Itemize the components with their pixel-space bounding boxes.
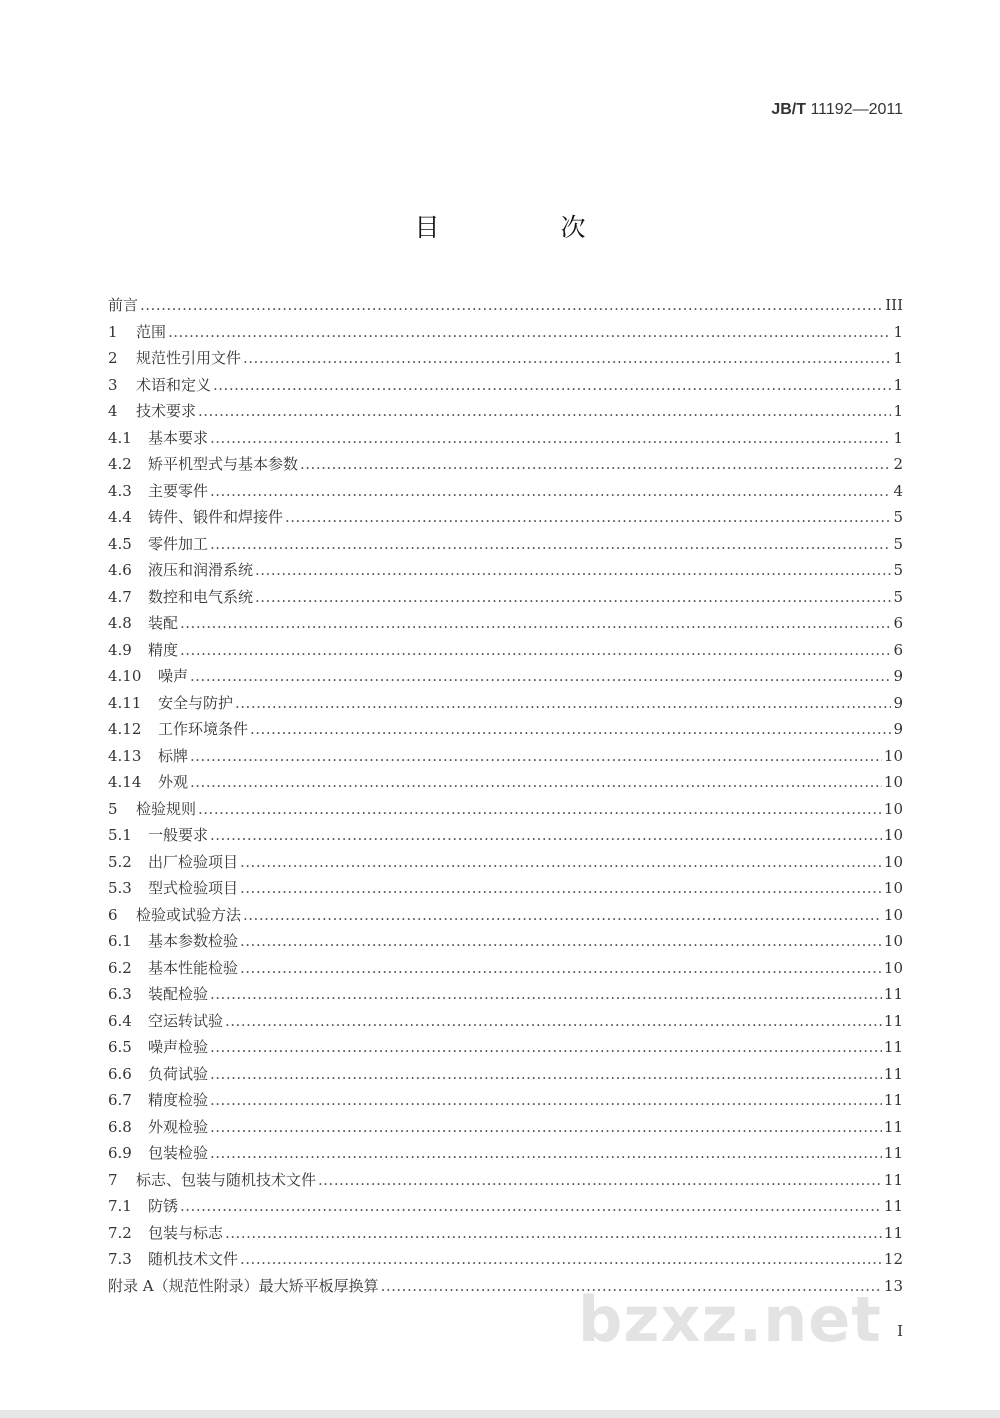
toc-entry[interactable] (108, 531, 903, 558)
toc-entry-number: 5 (108, 799, 118, 818)
toc-entry-title: 空运转试验 (148, 1011, 224, 1030)
toc-entry[interactable] (108, 902, 903, 929)
toc-entry-title: 检验规则 (136, 799, 197, 818)
toc-entry-title: 装配 (148, 614, 179, 632)
toc-entry-number: 4.11 (108, 693, 142, 712)
toc-entry-page: 10 (883, 826, 903, 844)
toc-dot-leader (180, 637, 891, 664)
toc-dot-leader (210, 1140, 882, 1167)
toc-entry-title: 检验或试验方法 (136, 905, 242, 924)
toc-dot-leader (210, 1114, 882, 1141)
toc-dot-leader (168, 319, 891, 346)
page-title: 目 次 (414, 213, 634, 242)
toc-entry-title: 标志、包装与随机技术文件 (136, 1170, 317, 1189)
toc-entry[interactable] (108, 610, 903, 637)
toc-entry[interactable] (108, 557, 903, 584)
toc-entry-number: 7.1 (108, 1197, 132, 1215)
toc-entry-number: 2 (108, 349, 118, 367)
toc-dot-leader (210, 1061, 882, 1088)
toc-dot-leader (240, 928, 882, 955)
toc-entry-page: 5 (893, 534, 903, 553)
toc-dot-leader (210, 478, 891, 505)
toc-entry-title: 矫平机型式与基本参数 (148, 455, 299, 473)
toc-entry-number: 6.3 (108, 985, 132, 1003)
toc-entry[interactable] (108, 1087, 903, 1114)
toc-entry-title: 范围 (136, 322, 167, 341)
toc-entry-title: 附录 A（规范性附录）最大矫平板厚换算 (108, 1276, 379, 1295)
toc-entry-number: 4.13 (108, 746, 142, 765)
toc-entry-page: 9 (893, 720, 903, 738)
toc-entry[interactable] (108, 1220, 903, 1247)
toc-entry-title: 防锈 (148, 1197, 179, 1215)
toc-entry-title: 数控和电气系统 (148, 587, 254, 606)
toc-entry-number: 3 (108, 375, 118, 394)
toc-dot-leader (198, 796, 882, 823)
toc-dot-leader (240, 1246, 882, 1273)
toc-entry[interactable] (108, 1246, 903, 1273)
toc-dot-leader (198, 398, 891, 425)
toc-entry-page: 11 (883, 985, 903, 1003)
toc-dot-leader (190, 743, 882, 770)
toc-entry-number: 4.4 (108, 508, 132, 526)
toc-dot-leader (180, 1193, 882, 1220)
toc-entry-page: 1 (893, 402, 903, 420)
toc-entry-page: 1 (893, 322, 903, 341)
toc-dot-leader (140, 292, 883, 319)
toc-entry[interactable] (108, 1167, 903, 1194)
toc-entry-page: 11 (883, 1170, 903, 1189)
toc-entry[interactable] (108, 478, 903, 505)
toc-entry-page: 2 (893, 455, 903, 473)
toc-entry-title: 随机技术文件 (148, 1250, 239, 1268)
toc-entry[interactable] (108, 584, 903, 611)
toc-entry-page: 11 (883, 1117, 903, 1136)
standard-code: 11192—2011 (810, 101, 903, 118)
toc-entry-page: 10 (883, 879, 903, 897)
toc-entry[interactable] (108, 849, 903, 876)
watermark: bzxz.net (578, 1283, 882, 1356)
toc-entry-page: 11 (883, 1038, 903, 1056)
toc-entry-number: 4.7 (108, 587, 132, 606)
toc-entry-title: 工作环境条件 (158, 720, 249, 738)
toc-dot-leader (225, 1008, 882, 1035)
page-number: I (897, 1322, 903, 1340)
toc-entry-title: 零件加工 (148, 534, 209, 553)
toc-dot-leader (243, 902, 882, 929)
toc-entry-number: 4.1 (108, 428, 132, 447)
toc-entry-number: 7.3 (108, 1250, 132, 1268)
toc-entry-page: 5 (893, 508, 903, 526)
toc-entry[interactable] (108, 504, 903, 531)
toc-entry-page: 11 (883, 1223, 903, 1242)
toc-dot-leader (210, 425, 891, 452)
toc-entry-title: 铸件、锻件和焊接件 (148, 508, 284, 526)
toc-entry[interactable] (108, 663, 903, 690)
toc-entry-title: 安全与防护 (158, 693, 234, 712)
toc-entry-page: 10 (883, 852, 903, 871)
toc-entry[interactable] (108, 292, 903, 319)
toc-entry[interactable] (108, 743, 903, 770)
toc-entry-number: 7 (108, 1170, 118, 1189)
toc-entry-page: 1 (893, 428, 903, 447)
toc-entry-title: 装配检验 (148, 985, 209, 1003)
toc-entry[interactable] (108, 425, 903, 452)
toc-entry-title: 技术要求 (136, 402, 197, 420)
toc-entry-title: 精度 (148, 640, 179, 659)
toc-dot-leader (240, 875, 882, 902)
toc-entry-number: 6.5 (108, 1038, 132, 1056)
toc-entry-number: 6.9 (108, 1144, 132, 1162)
toc-entry[interactable] (108, 1140, 903, 1167)
standard-prefix: JB/T (771, 101, 807, 118)
toc-entry-title: 前言 (108, 296, 139, 314)
toc-dot-leader (285, 504, 891, 531)
toc-dot-leader (210, 1087, 882, 1114)
toc-entry-page: 10 (883, 773, 903, 791)
toc-entry-number: 6.2 (108, 958, 132, 977)
toc-entry-title: 精度检验 (148, 1091, 209, 1109)
toc-entry-title: 规范性引用文件 (136, 349, 242, 367)
toc-dot-leader (240, 849, 882, 876)
toc-entry-page: 12 (883, 1250, 903, 1268)
toc-entry-number: 5.1 (108, 826, 132, 844)
toc-dot-leader (235, 690, 891, 717)
toc-entry-number: 6.1 (108, 932, 132, 950)
toc-entry-page: 5 (893, 561, 903, 579)
toc-entry-page: 10 (883, 932, 903, 950)
toc-entry-page: 11 (883, 1144, 903, 1162)
toc-entry-number: 6.8 (108, 1117, 132, 1136)
toc-entry-title: 基本参数检验 (148, 932, 239, 950)
toc-entry-page: 6 (893, 640, 903, 659)
toc-entry-title: 噪声 (158, 667, 189, 685)
toc-entry-number: 6.7 (108, 1091, 132, 1109)
toc-dot-leader (190, 769, 882, 796)
toc-entry[interactable] (108, 716, 903, 743)
toc-entry-number: 4.3 (108, 481, 132, 500)
toc-entry-number: 1 (108, 322, 118, 341)
toc-entry-title: 型式检验项目 (148, 879, 239, 897)
toc-entry-number: 4.8 (108, 614, 132, 632)
toc-entry[interactable] (108, 822, 903, 849)
toc-entry[interactable] (108, 1008, 903, 1035)
toc-entry-page: 10 (883, 958, 903, 977)
toc-dot-leader (318, 1167, 882, 1194)
toc-entry-page: 1 (893, 349, 903, 367)
toc-dot-leader (255, 584, 891, 611)
toc-entry-number: 7.2 (108, 1223, 132, 1242)
toc-entry-page: 6 (893, 614, 903, 632)
page-bottom-edge (0, 1410, 1000, 1418)
toc-entry-page: 11 (883, 1011, 903, 1030)
toc-dot-leader (210, 1034, 882, 1061)
toc-dot-leader (190, 663, 891, 690)
toc-entry[interactable] (108, 796, 903, 823)
toc-dot-leader (300, 451, 891, 478)
toc-entry[interactable] (108, 1061, 903, 1088)
toc-dot-leader (225, 1220, 882, 1247)
toc-entry-title: 基本要求 (148, 428, 209, 447)
toc-entry-title: 负荷试验 (148, 1064, 209, 1083)
toc-entry-title: 标牌 (158, 746, 189, 765)
toc-entry[interactable] (108, 1193, 903, 1220)
toc-entry[interactable] (108, 690, 903, 717)
toc-entry-number: 6.4 (108, 1011, 132, 1030)
toc-dot-leader (240, 955, 882, 982)
toc-entry-number: 4.5 (108, 534, 132, 553)
toc-entry[interactable] (108, 1034, 903, 1061)
toc-entry[interactable] (108, 928, 903, 955)
toc-entry-page: 11 (883, 1091, 903, 1109)
toc-entry[interactable] (108, 875, 903, 902)
toc-entry-page: 11 (883, 1064, 903, 1083)
toc-entry[interactable] (108, 451, 903, 478)
toc-entry-number: 4.2 (108, 455, 132, 473)
toc-entry-title: 基本性能检验 (148, 958, 239, 977)
toc-dot-leader (213, 372, 891, 399)
standard-number (771, 101, 903, 119)
table-of-contents (108, 292, 903, 1299)
toc-entry-page: 10 (883, 746, 903, 765)
toc-entry-title: 出厂检验项目 (148, 852, 239, 871)
toc-entry-number: 6.6 (108, 1064, 132, 1083)
toc-entry-page: 9 (893, 693, 903, 712)
toc-entry-number: 4.14 (108, 773, 142, 791)
toc-entry-number: 5.3 (108, 879, 132, 897)
toc-entry-number: 4.12 (108, 720, 142, 738)
toc-dot-leader (250, 716, 891, 743)
toc-dot-leader (255, 557, 891, 584)
toc-entry-page: 13 (883, 1276, 903, 1295)
toc-entry-page: 11 (883, 1197, 903, 1215)
toc-entry[interactable] (108, 372, 903, 399)
toc-entry-title: 液压和润滑系统 (148, 561, 254, 579)
toc-entry-title: 包装检验 (148, 1144, 209, 1162)
toc-dot-leader (210, 981, 882, 1008)
toc-entry[interactable] (108, 319, 903, 346)
toc-entry[interactable] (108, 637, 903, 664)
toc-entry[interactable] (108, 981, 903, 1008)
toc-entry-title: 包装与标志 (148, 1223, 224, 1242)
toc-entry[interactable] (108, 1114, 903, 1141)
toc-entry-title: 一般要求 (148, 826, 209, 844)
toc-dot-leader (210, 531, 891, 558)
toc-entry-title: 术语和定义 (136, 375, 212, 394)
toc-entry-page: III (885, 296, 903, 314)
toc-entry[interactable] (108, 769, 903, 796)
toc-entry-page: 5 (893, 587, 903, 606)
toc-entry-page: 1 (893, 375, 903, 394)
toc-entry-page: 4 (893, 481, 903, 500)
toc-entry[interactable] (108, 398, 903, 425)
toc-entry-title: 外观检验 (148, 1117, 209, 1136)
toc-entry-number: 4.6 (108, 561, 132, 579)
toc-entry-page: 9 (893, 667, 903, 685)
toc-dot-leader (243, 345, 891, 372)
toc-entry-title: 主要零件 (148, 481, 209, 500)
toc-entry-title: 噪声检验 (148, 1038, 209, 1056)
toc-entry-number: 4 (108, 402, 118, 420)
toc-entry-number: 4.9 (108, 640, 132, 659)
toc-entry[interactable] (108, 345, 903, 372)
toc-entry[interactable] (108, 955, 903, 982)
toc-entry-page: 10 (883, 799, 903, 818)
toc-entry-number: 6 (108, 905, 118, 924)
toc-entry-title: 外观 (158, 773, 189, 791)
toc-dot-leader (210, 822, 882, 849)
toc-dot-leader (180, 610, 891, 637)
toc-entry-page: 10 (883, 905, 903, 924)
toc-entry-number: 4.10 (108, 667, 142, 685)
toc-entry-number: 5.2 (108, 852, 132, 871)
